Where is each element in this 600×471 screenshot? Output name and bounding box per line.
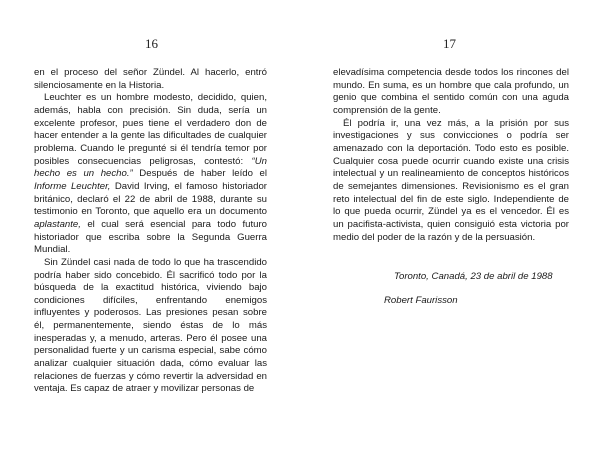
left-paragraph-1: en el proceso del señor Zündel. Al hacerlo, entró silenciosamente en la Historia.: [34, 67, 267, 91]
right-paragraph-2: Él podría ir, una vez más, a la prisión por sus investigaciones y sus convicciones o podría ser amenazado con la deportación. Todo esto es posible. Cualquier cosa puede ocurrir cuando existe una crisis intelectual y un realineamiento de conceptos históricos de semejantes dimensiones. Revisionismo es el gran reto intelectual del fin de este siglo. Independiente de lo que pueda ocurrir, Zündel ya es el vencedor. Él es un pacifista-activista, quien consiguió esta victoria por medio del poder de la razón y de la persuasión.: [333, 117, 569, 243]
left-page-text: [34, 67, 267, 396]
left-paragraph-2: [34, 92, 267, 257]
place-date: Toronto, Canadá, 23 de abril de 1988: [394, 271, 553, 282]
informe-leuchter-title: Informe Leuchter,: [34, 180, 111, 192]
left-p2-text-c: David Irving, el famoso historiador británico, declaró el 22 de abril de 1988, durante su testimonio en Toronto, que aquello era un documento: [34, 180, 267, 218]
right-paragraph-1: elevadísima competencia desde todos los rincones del mundo. En suma, es un hombre que cala profundo, un genio que combina el sentido común con una aguda comprensión de la gente.: [333, 67, 569, 116]
page-number-right: 17: [443, 36, 456, 51]
right-page-text: [333, 67, 569, 244]
author-signature: Robert Faurisson: [384, 295, 458, 306]
left-p2-text-d: el cual será esencial para todo futuro historiador que escriba sobre la Segunda Guerra Mundial.: [34, 218, 267, 256]
page-number-left: 16: [145, 36, 158, 51]
aplastante-word: aplastante,: [34, 218, 81, 230]
quote-un-hecho: “Un hecho es un hecho.”: [34, 155, 267, 180]
left-p2-text-b: Después de haber leído el: [132, 168, 267, 180]
left-p2-text-a: Leuchter es un hombre modesto, decidido, quien, además, habla con precisión. Sin duda, sería un excelente profesor, pues tiene el verdadero don de hacer entender a la gente las dificultades de cualquier problema. Cuando le pregunté si él tendría temor por posibles consecuencias peligrosas, contestó:: [34, 92, 267, 167]
right-page: [300, 0, 600, 471]
left-paragraph-3: Sin Zündel casi nada de todo lo que ha trascendido podría haber sido concebido. Él sacrificó todo por la búsqueda de la exactitud histórica, viviendo bajo condiciones difíciles, enfrentando enemigos influyentes y poderosos. Las presiones pesan sobre él, permanentemente, siendo éstas de lo más inesperadas y, a menudo, arteras. Pero él posee una personalidad fuerte y un carisma especial, sabe cómo analizar cualquier situación dada, cómo evaluar las relaciones de fuerzas y cómo revertir la adversidad en ventaja. Es capaz de atraer y movilizar personas de: [34, 256, 267, 395]
